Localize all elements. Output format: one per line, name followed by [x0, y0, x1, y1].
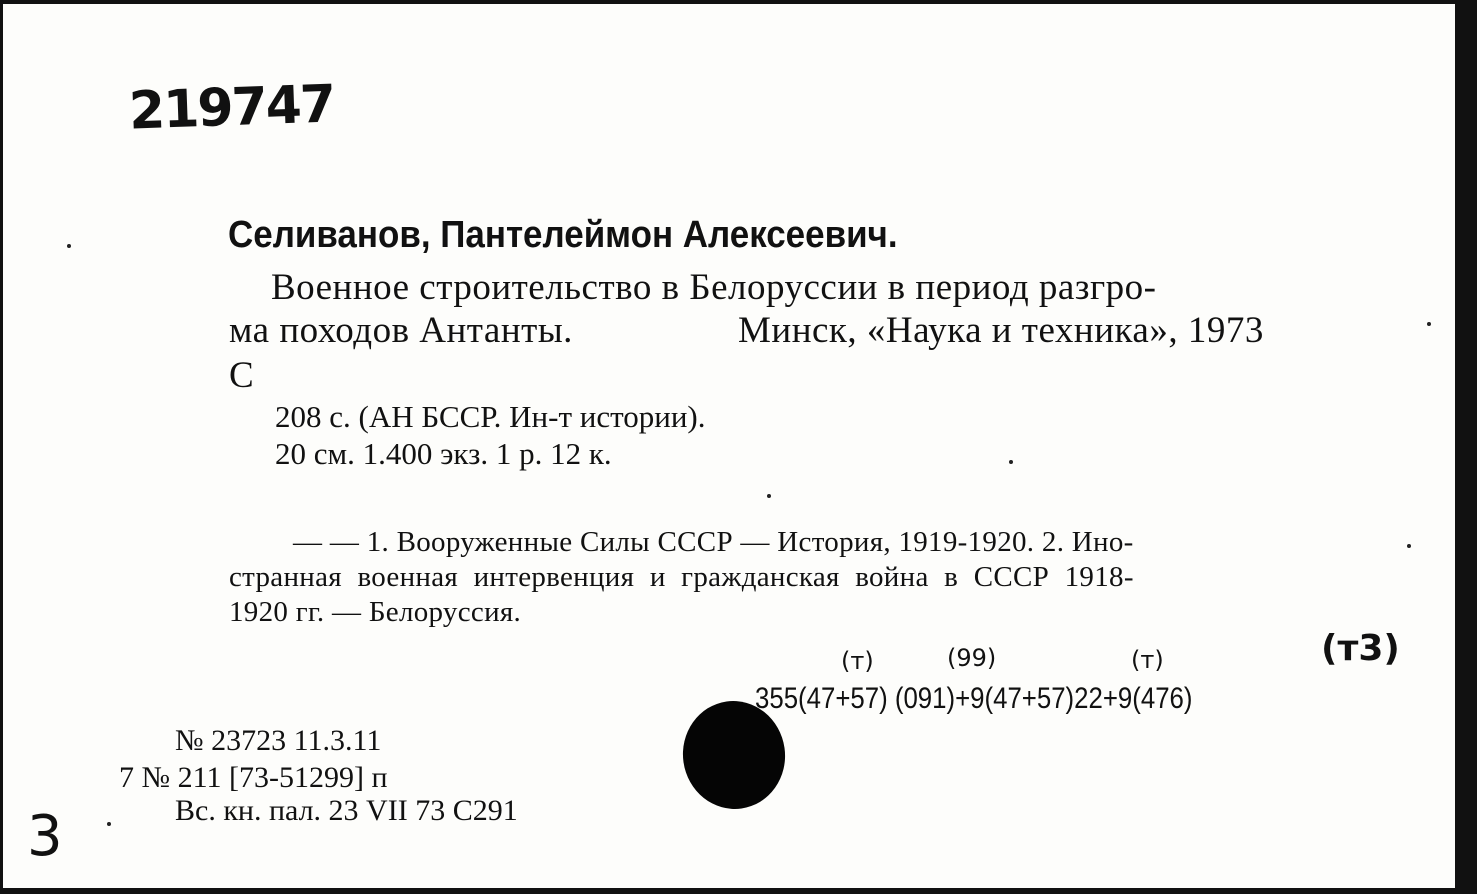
corner-mark: 3	[27, 804, 63, 869]
physical-description-2: 20 см. 1.400 экз. 1 р. 12 к.	[275, 436, 612, 471]
ink-speck	[1009, 460, 1013, 464]
subjects-line-1: — — 1. Вооруженные Силы СССР — История, 1919-1920. 2. Ино-	[293, 526, 1134, 558]
author-heading: Селиванов, Пантелеймон Алексеевич.	[228, 214, 898, 256]
title-line-3: С	[229, 355, 255, 396]
subjects-line-3: 1920 гг. — Белоруссия.	[229, 596, 522, 628]
imprint-place-publisher-year: Минск, «Наука и техника», 1973	[738, 310, 1264, 351]
ink-speck	[1427, 322, 1431, 326]
ink-speck	[767, 494, 771, 498]
imprint-record-1: № 23723 11.3.11	[175, 724, 382, 757]
classification-mark-3: (т)	[1131, 646, 1164, 674]
subjects-line-2: странная военная интервенция и гражданская война в СССР 1918-	[229, 561, 1134, 593]
classification-mark-2: (99)	[947, 644, 997, 672]
inventory-number: 219747	[128, 74, 336, 142]
ink-speck	[67, 244, 71, 248]
imprint-record-2: 7 № 211 [73-51299] п	[119, 761, 388, 794]
imprint-record-3: Вс. кн. пал. 23 VII 73 С291	[175, 794, 518, 827]
physical-description-1: 208 с. (АН БССР. Ин-т истории).	[275, 399, 706, 434]
ink-speck	[107, 822, 111, 826]
ink-speck	[1407, 544, 1411, 548]
classification-mark-4: (т3)	[1321, 628, 1400, 669]
classification-mark-1: (т)	[841, 647, 874, 675]
classification-index: 355(47+57) (091)+9(47+57)22+9(476)	[755, 682, 1193, 715]
title-line-2: ма походов Антанты.	[229, 310, 573, 351]
title-line-1: Военное строительство в Белоруссии в период разгро-	[271, 267, 1157, 308]
